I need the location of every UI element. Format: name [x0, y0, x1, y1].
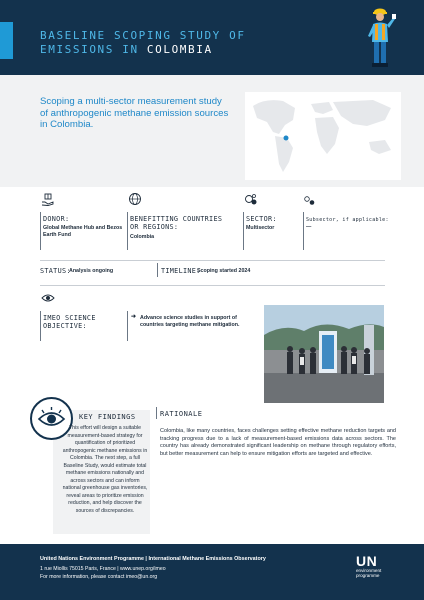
header-accent-bar — [0, 22, 13, 59]
page-title-country: COLOMBIA — [146, 43, 213, 56]
status-value: Analysis ongoing — [69, 268, 114, 274]
unep-logo-un: UN — [356, 553, 378, 569]
footer-address[interactable]: 1 rue Miollis 75015 Paris, France | www.unep.org/imeo — [40, 566, 166, 572]
status-label: STATUS: — [40, 267, 71, 275]
colombia-marker-icon — [284, 136, 289, 141]
page-title-prefix: EMISSIONS IN — [40, 43, 147, 56]
subsector-value: — — [306, 224, 312, 230]
unep-logo-programme: programme — [356, 573, 380, 579]
sector-divider — [243, 212, 244, 250]
eye-icon — [41, 293, 55, 303]
countries-divider — [127, 212, 128, 250]
timeline-divider — [157, 263, 158, 277]
countries-label: BENEFITTING COUNTRIES OR REGIONS: — [130, 215, 223, 231]
arrow-right-icon: ➜ — [131, 314, 137, 320]
donor-hand-icon — [41, 193, 55, 206]
unep-logo-environment: environment — [356, 568, 382, 573]
team-photo — [264, 305, 384, 403]
rationale-divider — [156, 407, 157, 419]
objective-divider — [40, 311, 41, 341]
sector-value: Multisector — [246, 225, 275, 231]
page-title-line2 — [40, 43, 270, 57]
footer-contact[interactable]: For more information, please contact imeo@un.org — [40, 574, 158, 580]
worker-illustration-icon — [362, 6, 398, 70]
status-bottom-rule — [40, 285, 385, 286]
page-title-line1: BASELINE SCOPING STUDY OF — [40, 29, 246, 42]
team-photo-image-icon — [264, 305, 384, 403]
unep-logo — [356, 554, 396, 578]
world-map-icon — [245, 92, 401, 180]
sector-label: SECTOR: — [246, 215, 277, 223]
intro-panel — [0, 75, 424, 187]
page-title — [40, 29, 270, 57]
project-summary: Scoping a multi-sector measurement study of anthropogenic methane emission sources in Colombia. — [40, 96, 229, 130]
timeline-label: TIMELINE: — [161, 267, 201, 275]
objective-label: IMEO SCIENCE OBJECTIVE: — [43, 314, 96, 330]
header-banner — [0, 0, 424, 75]
footer-organization: United Nations Environment Programme | International Methane Emissions Observatory — [40, 556, 266, 562]
donor-divider — [40, 212, 41, 250]
rationale-text: Colombia, like many countries, faces challenges setting effective methane reduction targets and tracking progress due to a lack of measurement-based emissions data across sectors. The country has already demonstrated significant leadership on methane through regulatory efforts, but better measurement can help to ensure mitigation efforts are targeted and effective. — [160, 428, 396, 457]
objective-value-divider — [127, 311, 128, 341]
status-top-rule — [40, 260, 385, 261]
location-map — [245, 92, 401, 180]
sector-icon — [244, 193, 258, 206]
key-findings-text: This effort will design a suitable measurement-based strategy for quantification of prioritized anthropogenic methane emissions in Colombia. The next step, a full Baseline Study, would estimate total methane emissions nationally and across sectors and can inform national greenhouse gas inventories, reveal areas to prioritize emission reduction, and help discover the sources of discrepancies. — [62, 425, 148, 514]
countries-value: Colombia — [130, 234, 155, 240]
globe-icon — [128, 192, 142, 206]
subsector-divider — [303, 212, 304, 250]
footer — [0, 544, 424, 600]
donor-value: Global Methane Hub and Bezos Earth Fund — [43, 225, 123, 238]
objective-value: Advance science studies in support of countries targeting methane mitigation. — [140, 315, 240, 328]
timeline-value: Scoping started 2024 — [197, 268, 251, 274]
subsector-label: Subsector, if applicable: — [306, 217, 389, 223]
subsector-icon — [304, 196, 316, 206]
rationale-title: RATIONALE — [160, 410, 203, 418]
key-findings-title: KEY FINDINGS — [79, 413, 136, 421]
donor-label: DONOR: — [43, 215, 70, 223]
